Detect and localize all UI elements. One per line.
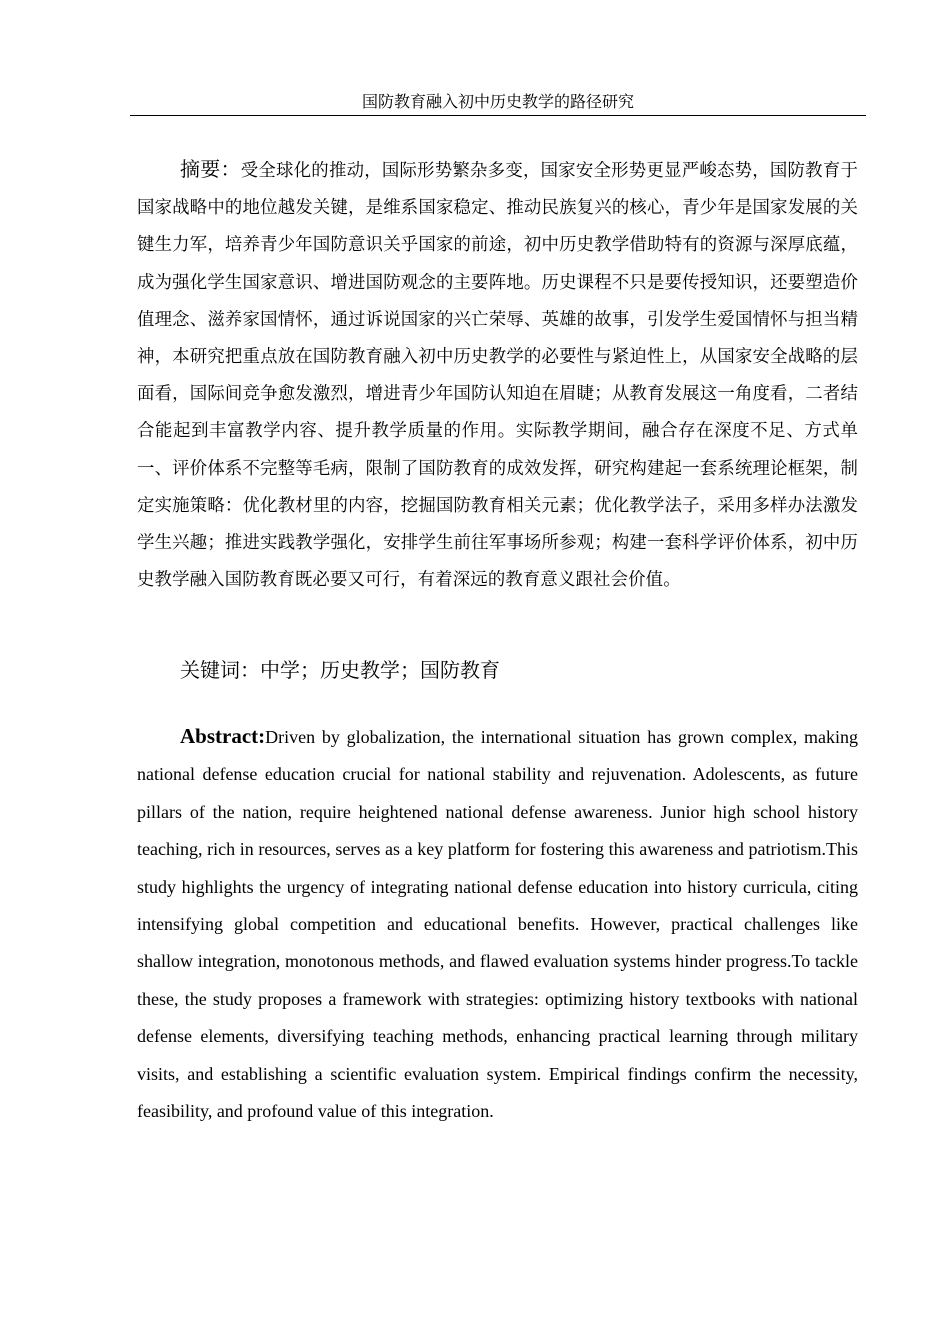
chinese-abstract [137,151,858,599]
header-divider [130,115,866,116]
chinese-keywords [137,655,858,685]
chinese-keywords-label: 关键词： [180,658,260,682]
english-abstract [137,718,858,1130]
chinese-keywords-body: 中学；历史教学；国防教育 [260,658,500,682]
running-header: 国防教育融入初中历史教学的路径研究 [361,92,634,111]
chinese-abstract-body: 受全球化的推动，国际形势繁杂多变，国家安全形势更显严峻态势，国防教育于国家战略中的地位越发关键，是维系国家稳定、推动民族复兴的核心，青少年是国家发展的关键生力军，培养青少年国防意识关乎国家的前途，初中历史教学借助特有的资源与深厚底蕴，成为强化学生国家意识、增进国防观念的主要阵地。历史课程不只是要传授知识，还要塑造价值理念、滋养家国情怀，通过诉说国家的兴亡荣辱、英雄的故事，引发学生爱国情怀与担当精神，本研究把重点放在国防教育融入初中历史教学的必要性与紧迫性上，从国家安全战略的层面看，国际间竞争愈发激烈，增进青少年国防认知迫在眉睫；从教育发展这一角度看，二者结合能起到丰富教学内容、提升教学质量的作用。实际教学期间，融合存在深度不足、方式单一、评价体系不完整等毛病，限制了国防教育的成效发挥，研究构建起一套系统理论框架，制定实施策略：优化教材里的内容，挖掘国防教育相关元素；优化教学法子，采用多样办法激发学生兴趣；推进实践教学强化，安排学生前往军事场所参观；构建一套科学评价体系，初中历史教学融入国防教育既必要又可行，有着深远的教育意义跟社会价值。 [137,161,858,591]
english-abstract-body: Driven by globalization, the international situation has grown complex, making national defense education crucial for national stability and rejuvenation. Adolescents, as future pillars of the nation, require heightened national defense awareness. Junior high school history teaching, rich in resources, serves as a key platform for fostering this awareness and patriotism.This study highlights the urgency of integrating national defense education into history curricula, citing intensifying global competition and educational benefits. However, practical challenges like shallow integration, monotonous methods, and flawed evaluation systems hinder progress.To tackle these, the study proposes a framework with strategies: optimizing history textbooks with national defense elements, diversifying teaching methods, enhancing practical learning through military visits, and establishing a scientific evaluation system. Empirical findings confirm the necessity, feasibility, and profound value of this integration. [137,727,858,1122]
chinese-abstract-label: 摘要： [180,157,241,181]
english-abstract-label: Abstract: [180,724,266,748]
